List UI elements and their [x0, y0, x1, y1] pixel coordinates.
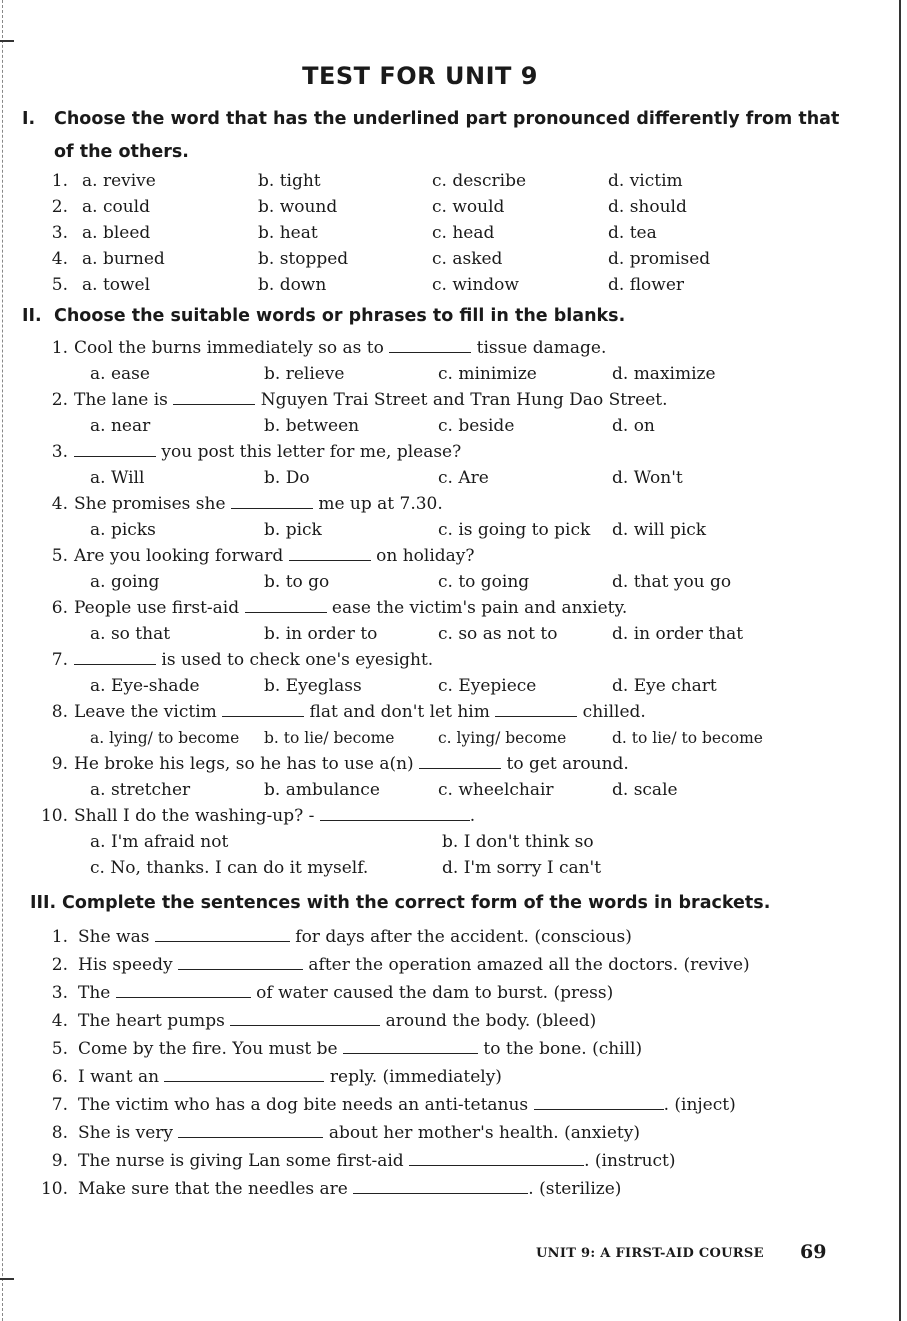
question-row [34, 272, 814, 298]
option-c: c. Eyepiece [438, 676, 537, 696]
question-row [34, 168, 814, 194]
question-number: 10. [40, 806, 68, 826]
options-row [34, 517, 824, 543]
question-number: 2. [51, 197, 68, 217]
answer-blank [409, 1150, 584, 1166]
answer-blank [74, 441, 156, 457]
question-text: The heart pumps around the body. (bleed) [78, 1011, 597, 1031]
question-number: 3. [51, 983, 68, 1003]
answer-blank [74, 649, 156, 665]
option-d: d. that you go [612, 572, 732, 592]
question-row [34, 220, 814, 246]
option-a: a. ease [90, 364, 150, 384]
question-text: is used to check one's eyesight. [74, 647, 433, 673]
question-number: 5. [51, 1039, 68, 1059]
options-row [34, 725, 824, 751]
option-a: a. lying/ to become [90, 729, 240, 747]
options-row [34, 829, 824, 855]
answer-blank [353, 1178, 528, 1194]
question-row [34, 595, 824, 621]
option-d: d. maximize [612, 364, 716, 384]
answer-blank [173, 389, 255, 405]
right-page-edge [899, 0, 901, 1321]
question-row [34, 1064, 824, 1090]
question-row [34, 1148, 824, 1174]
option-d: d. scale [612, 780, 678, 800]
option-c: c. No, thanks. I can do it myself. [90, 858, 369, 878]
option-a: a. Will [90, 468, 145, 488]
question-text: The nurse is giving Lan some first-aid . (instruct) [78, 1151, 676, 1171]
option-b: b. Eyeglass [264, 676, 362, 696]
question-row [34, 387, 824, 413]
option-b: b. relieve [264, 364, 345, 384]
option-c: c. is going to pick [438, 520, 591, 540]
question-number: 5. [51, 546, 68, 566]
option-b: b. to go [264, 572, 330, 592]
question-text: The victim who has a dog bite needs an anti-tetanus . (inject) [78, 1095, 736, 1115]
option-b: b. tight [258, 171, 321, 191]
question-row [34, 335, 824, 361]
options-row [34, 413, 824, 439]
option-b: b. heat [258, 223, 318, 243]
option-a: a. bleed [82, 223, 151, 243]
question-number: 8. [51, 1123, 68, 1143]
answer-blank [231, 493, 313, 509]
question-number: 4. [51, 249, 68, 269]
option-d: d. on [612, 416, 655, 436]
option-c: c. Are [438, 468, 489, 488]
option-d: d. will pick [612, 520, 707, 540]
option-a: a. burned [82, 249, 165, 269]
question-number: 8. [51, 702, 68, 722]
answer-blank [289, 545, 371, 561]
question-row [34, 952, 824, 978]
answer-blank [155, 926, 290, 942]
option-a: a. I'm afraid not [90, 832, 229, 852]
question-row [34, 1120, 824, 1146]
question-text: Shall I do the washing-up? - . [74, 806, 476, 826]
question-number: 6. [51, 598, 68, 618]
option-c: c. minimize [438, 364, 537, 384]
question-text: The lane is Nguyen Trai Street and Tran Hung Dao Street. [74, 390, 668, 410]
section-2-heading: II. Choose the suitable words or phrases to fill in the blanks. [22, 306, 626, 326]
option-b: b. stopped [258, 249, 349, 269]
question-number: 9. [51, 754, 68, 774]
answer-blank [389, 337, 471, 353]
question-row [34, 246, 814, 272]
answer-blank [419, 753, 501, 769]
question-row [34, 491, 824, 517]
question-row [34, 647, 824, 673]
option-a: a. Eye-shade [90, 676, 200, 696]
option-b: b. between [264, 416, 360, 436]
options-row [34, 569, 824, 595]
question-number: 3. [51, 223, 68, 243]
options-row [34, 855, 824, 881]
answer-blank [178, 1122, 323, 1138]
question-number: 9. [51, 1151, 68, 1171]
option-b: b. down [258, 275, 327, 295]
option-c: c. to going [438, 572, 530, 592]
option-b: b. Do [264, 468, 310, 488]
option-d: d. I'm sorry I can't [442, 858, 602, 878]
question-number: 3. [51, 442, 68, 462]
question-number: 7. [51, 1095, 68, 1115]
answer-blank [164, 1066, 324, 1082]
question-text: She was for days after the accident. (conscious) [78, 927, 632, 947]
question-text: His speedy after the operation amazed all the doctors. (revive) [78, 955, 750, 975]
option-b: b. wound [258, 197, 338, 217]
answer-blank [495, 701, 577, 717]
option-c: c. window [432, 275, 519, 295]
left-page-edge [2, 0, 4, 1321]
question-text: People use first-aid ease the victim's pain and anxiety. [74, 598, 628, 618]
question-number: 1. [51, 171, 68, 191]
option-d: d. Won't [612, 468, 683, 488]
question-text: I want an reply. (immediately) [78, 1067, 502, 1087]
answer-blank [222, 701, 304, 717]
options-row [34, 673, 824, 699]
page-number: 69 [800, 1241, 827, 1263]
edge-tick [0, 1278, 14, 1280]
answer-blank [343, 1038, 478, 1054]
option-c: c. beside [438, 416, 515, 436]
edge-tick [0, 40, 14, 42]
options-row [34, 621, 824, 647]
question-text: She promises she me up at 7.30. [74, 494, 443, 514]
question-number: 10. [40, 1179, 68, 1199]
option-b: b. to lie/ become [264, 729, 395, 747]
question-row [34, 924, 824, 950]
options-row [34, 777, 824, 803]
option-a: a. so that [90, 624, 171, 644]
question-text: Are you looking forward on holiday? [74, 546, 475, 566]
answer-blank [230, 1010, 380, 1026]
question-text: Leave the victim flat and don't let him chilled. [74, 702, 646, 722]
question-number: 5. [51, 275, 68, 295]
option-d: d. should [608, 197, 687, 217]
question-row [34, 1176, 824, 1202]
option-c: c. asked [432, 249, 503, 269]
option-c: c. would [432, 197, 505, 217]
question-number: 4. [51, 1011, 68, 1031]
question-text: Cool the burns immediately so as to tissue damage. [74, 338, 607, 358]
question-number: 6. [51, 1067, 68, 1087]
option-c: c. head [432, 223, 495, 243]
option-b: b. ambulance [264, 780, 380, 800]
option-b: b. pick [264, 520, 322, 540]
option-c: c. lying/ become [438, 729, 567, 747]
question-row [34, 194, 814, 220]
question-row [34, 439, 824, 465]
question-number: 1. [51, 927, 68, 947]
section-1-heading: I. Choose the word that has the underlined part pronounced differently from that [22, 109, 840, 129]
option-c: c. wheelchair [438, 780, 554, 800]
question-row [34, 980, 824, 1006]
question-text: Come by the fire. You must be to the bone. (chill) [78, 1039, 643, 1059]
option-d: d. to lie/ to become [612, 729, 763, 747]
option-d: d. promised [608, 249, 711, 269]
option-c: c. describe [432, 171, 527, 191]
question-number: 4. [51, 494, 68, 514]
question-number: 7. [51, 650, 68, 670]
option-b: b. I don't think so [442, 832, 594, 852]
options-row [34, 361, 824, 387]
section-3-heading: III. Complete the sentences with the correct form of the words in brackets. [30, 893, 771, 913]
option-a: a. near [90, 416, 151, 436]
question-row [34, 1092, 824, 1118]
answer-blank [534, 1094, 664, 1110]
question-number: 2. [51, 390, 68, 410]
question-text: She is very about her mother's health. (anxiety) [78, 1123, 640, 1143]
option-d: d. in order that [612, 624, 744, 644]
question-number: 1. [51, 338, 68, 358]
option-d: d. flower [608, 275, 685, 295]
option-a: a. stretcher [90, 780, 191, 800]
answer-blank [320, 805, 470, 821]
page-title: TEST FOR UNIT 9 [302, 62, 538, 90]
option-d: d. victim [608, 171, 683, 191]
question-row [34, 1036, 824, 1062]
question-text: you post this letter for me, please? [74, 439, 461, 465]
question-text: The of water caused the dam to burst. (press) [78, 983, 614, 1003]
answer-blank [116, 982, 251, 998]
option-a: a. picks [90, 520, 156, 540]
option-a: a. revive [82, 171, 156, 191]
option-b: b. in order to [264, 624, 378, 644]
footer-unit-label: UNIT 9: A FIRST-AID COURSE [536, 1246, 764, 1261]
option-d: d. Eye chart [612, 676, 717, 696]
answer-blank [178, 954, 303, 970]
option-d: d. tea [608, 223, 657, 243]
question-row [34, 699, 824, 725]
question-text: He broke his legs, so he has to use a(n) to get around. [74, 754, 629, 774]
section-1-heading-cont: of the others. [54, 142, 189, 162]
question-number: 2. [51, 955, 68, 975]
option-a: a. towel [82, 275, 151, 295]
question-row [34, 751, 824, 777]
option-a: a. going [90, 572, 160, 592]
options-row [34, 465, 824, 491]
question-text: Make sure that the needles are . (sterilize) [78, 1179, 622, 1199]
option-a: a. could [82, 197, 150, 217]
question-row [34, 803, 824, 829]
question-row [34, 1008, 824, 1034]
option-c: c. so as not to [438, 624, 558, 644]
answer-blank [245, 597, 327, 613]
question-row [34, 543, 824, 569]
